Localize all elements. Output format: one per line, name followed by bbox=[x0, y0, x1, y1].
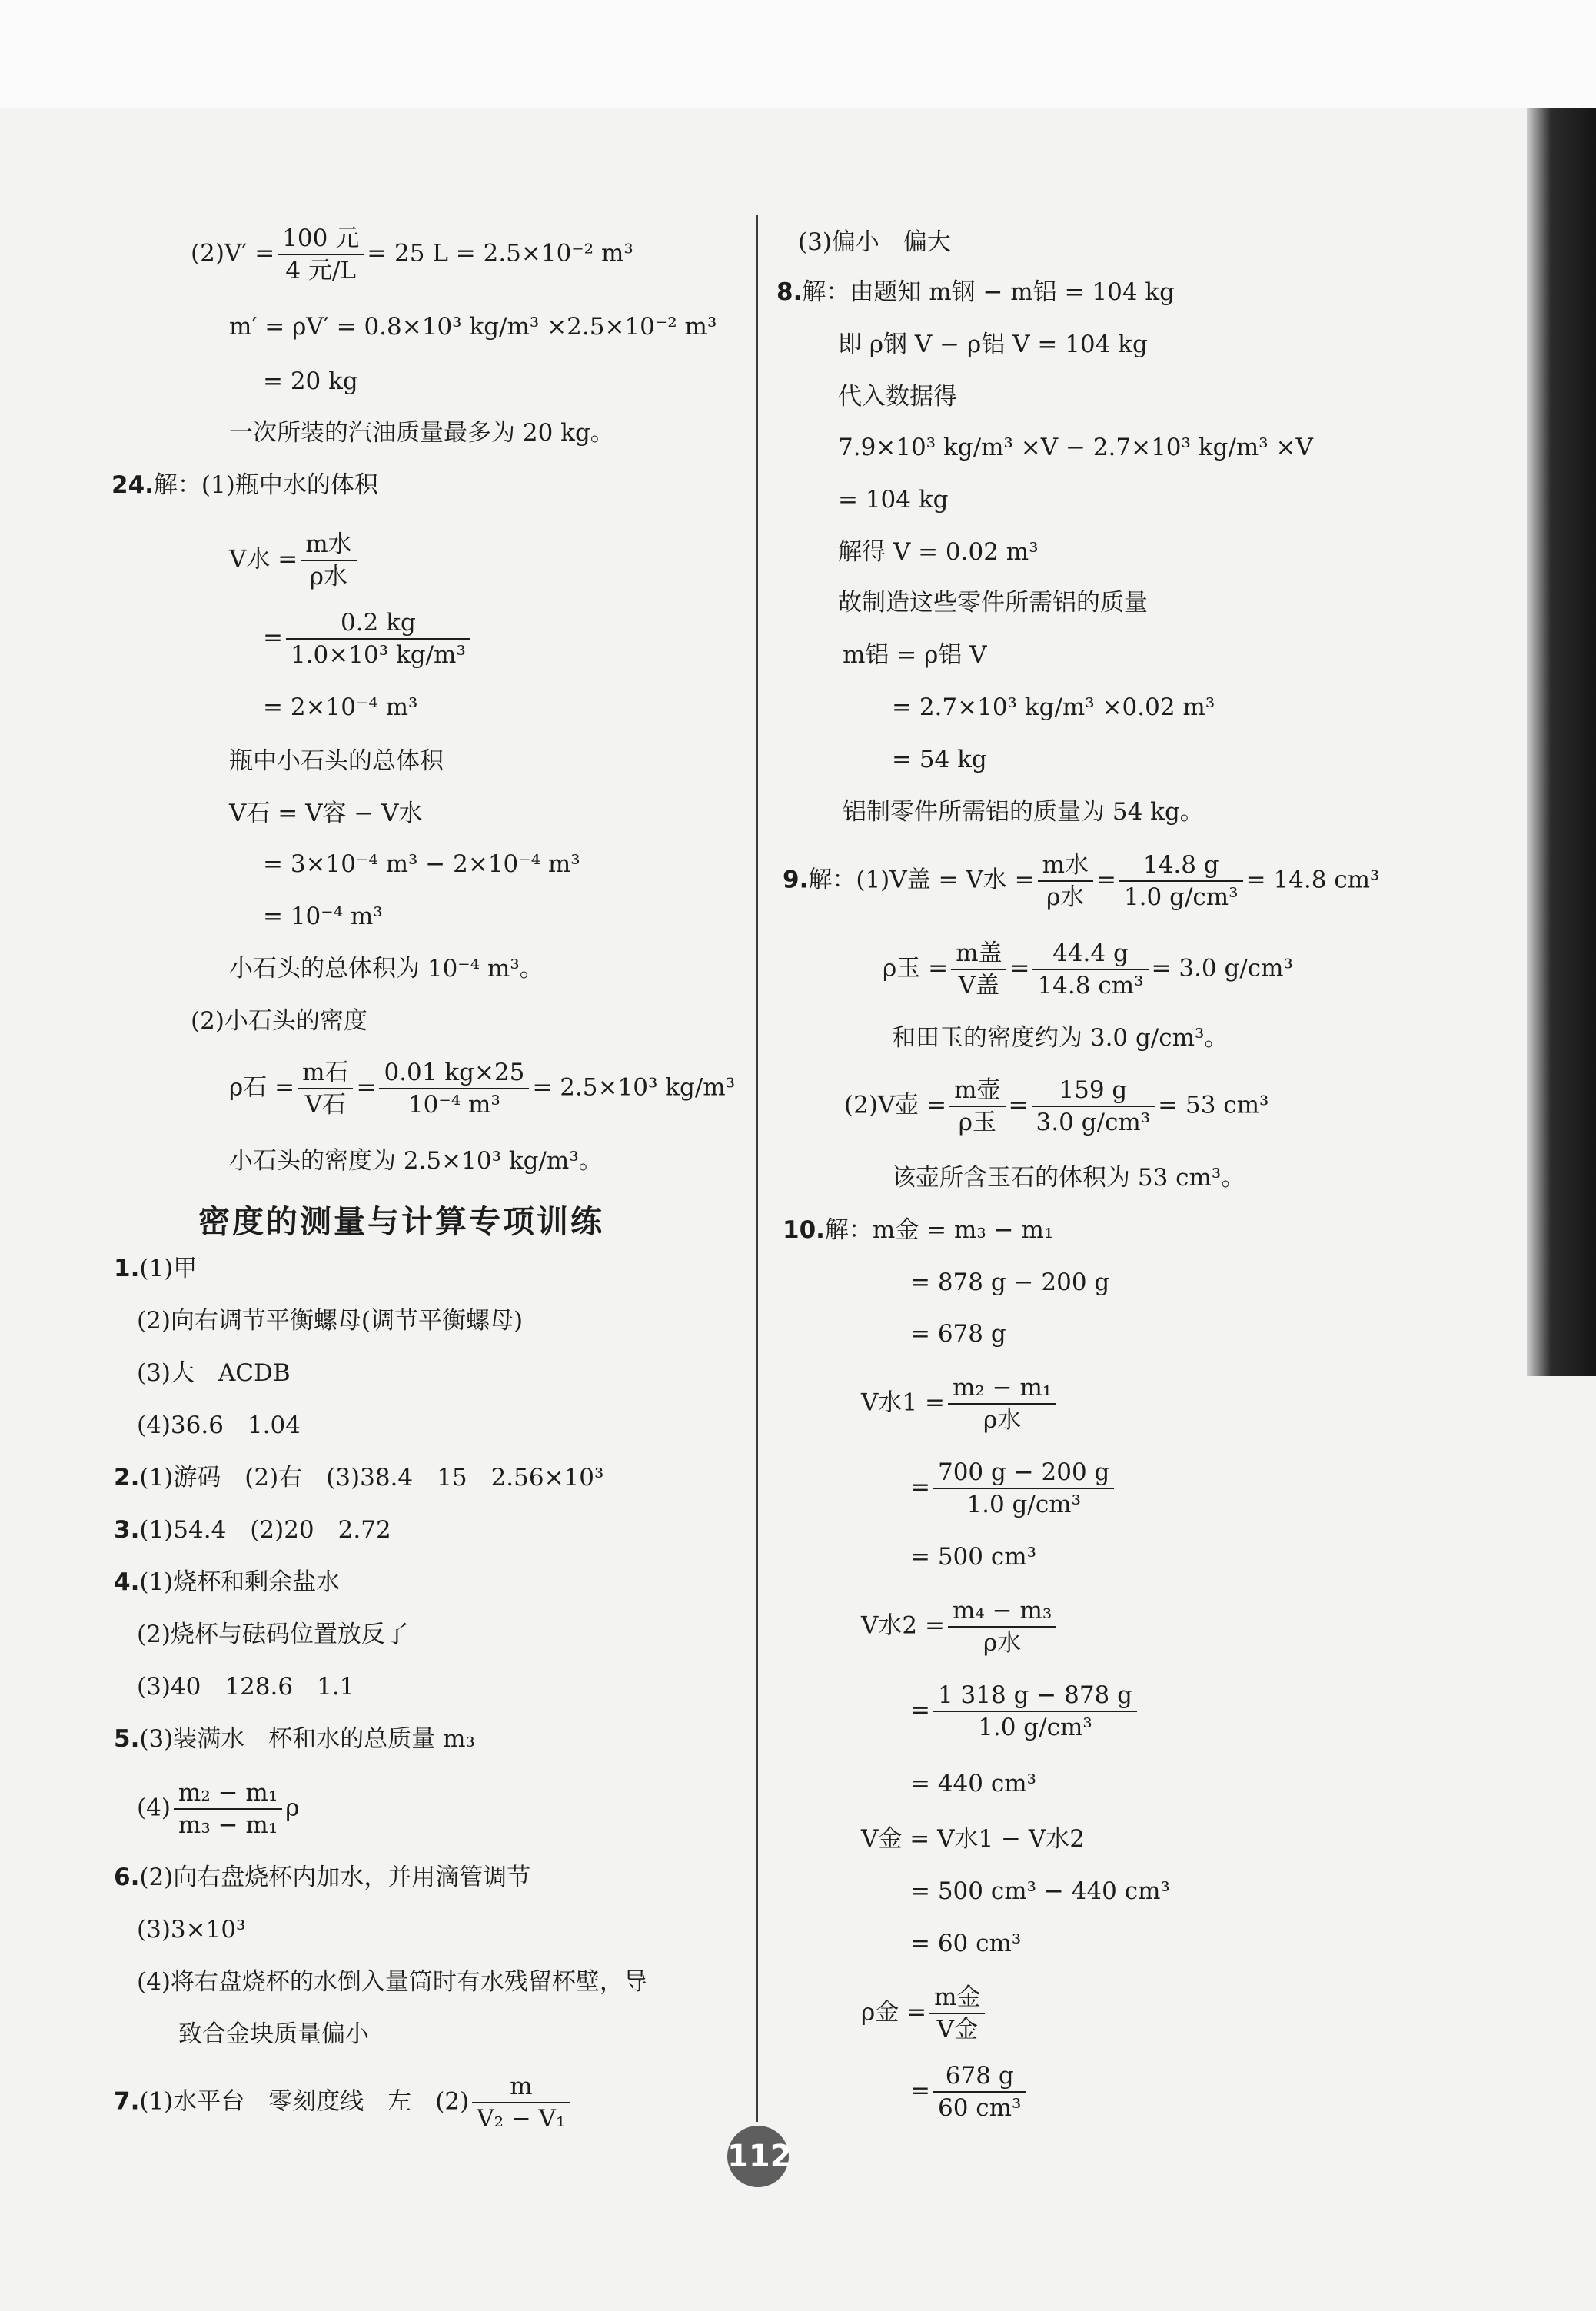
question-2 bbox=[114, 1462, 603, 1493]
formula-line bbox=[263, 607, 474, 670]
formula-text: = bbox=[910, 1473, 930, 1501]
answer-line: 致合金块质量偏小 bbox=[178, 2020, 369, 2048]
text-line: 一次所装的汽油质量最多为 20 kg。 bbox=[229, 419, 614, 447]
formula-text: ρ石 = bbox=[229, 1073, 295, 1102]
answer-line: (4)36.6 1.04 bbox=[137, 1412, 301, 1439]
fraction bbox=[933, 1457, 1114, 1520]
question-number: 9. bbox=[783, 866, 809, 894]
fraction bbox=[174, 1777, 282, 1840]
formula-text: ρ金 = bbox=[861, 1998, 927, 2027]
denominator: 3.0 g/cm³ bbox=[1036, 1109, 1151, 1136]
formula-line bbox=[229, 529, 360, 592]
fraction bbox=[948, 1595, 1056, 1658]
denominator: 1.0 g/cm³ bbox=[1123, 883, 1239, 911]
question-3 bbox=[114, 1515, 391, 1545]
fraction bbox=[948, 1372, 1056, 1435]
formula-line: 解得 V = 0.02 m³ bbox=[838, 538, 1039, 566]
question-number: 3. bbox=[114, 1516, 140, 1544]
formula-line: = 10⁻⁴ m³ bbox=[263, 903, 383, 930]
denominator: 60 cm³ bbox=[937, 2094, 1022, 2122]
denominator: V₂ − V₁ bbox=[477, 2105, 566, 2133]
formula-line: = 678 g bbox=[910, 1320, 1006, 1348]
formula-text: (2)V′ = bbox=[191, 239, 275, 268]
formula-line: = 440 cm³ bbox=[910, 1770, 1037, 1797]
numerator: m水 bbox=[301, 529, 356, 561]
text-line: (2)小石头的密度 bbox=[191, 1007, 367, 1035]
formula-line: = 2×10⁻⁴ m³ bbox=[263, 693, 418, 721]
question-text: 解：m金 = m₃ − m₁ bbox=[824, 1216, 1054, 1244]
denominator: 1.0 g/cm³ bbox=[978, 1714, 1092, 1741]
denominator: ρ水 bbox=[309, 563, 348, 590]
question-1 bbox=[114, 1253, 197, 1284]
denominator: m₃ − m₁ bbox=[178, 1811, 278, 1839]
numerator: 0.2 kg bbox=[286, 607, 470, 640]
answer-text: (1)游码 (2)右 (3)38.4 15 2.56×10³ bbox=[139, 1464, 604, 1491]
formula-text: = 3.0 g/cm³ bbox=[1151, 954, 1293, 983]
question-number: 5. bbox=[114, 1725, 140, 1753]
formula-line bbox=[229, 1057, 735, 1120]
question-24 bbox=[111, 470, 378, 500]
question-text: 解：(1)瓶中水的体积 bbox=[153, 471, 378, 499]
question-4 bbox=[114, 1567, 340, 1598]
fraction bbox=[379, 1057, 529, 1120]
formula-line: = 54 kg bbox=[892, 746, 987, 773]
formula-text: = bbox=[263, 623, 283, 652]
numerator: m₂ − m₁ bbox=[948, 1372, 1056, 1405]
question-number: 6. bbox=[114, 1864, 140, 1891]
fraction bbox=[1119, 850, 1243, 913]
text-line: 该壶所含玉石的体积为 53 cm³。 bbox=[892, 1164, 1245, 1192]
answer-line: (3)40 128.6 1.1 bbox=[137, 1673, 355, 1701]
formula-text: (4) bbox=[137, 1794, 171, 1822]
denominator: V石 bbox=[304, 1091, 346, 1119]
top-margin bbox=[0, 0, 1596, 108]
question-5 bbox=[114, 1724, 475, 1754]
numerator: m₂ − m₁ bbox=[174, 1777, 282, 1810]
fraction bbox=[951, 938, 1006, 1001]
numerator: m bbox=[472, 2071, 570, 2103]
numerator: 1 318 g − 878 g bbox=[933, 1680, 1137, 1712]
formula-line: = 500 cm³ − 440 cm³ bbox=[910, 1877, 1170, 1905]
numerator: m石 bbox=[298, 1057, 353, 1089]
question-7 bbox=[114, 2071, 574, 2134]
denominator: 14.8 cm³ bbox=[1037, 972, 1144, 999]
question-number: 24. bbox=[111, 471, 154, 499]
numerator: m金 bbox=[929, 1982, 985, 2014]
text-line: 和田玉的密度约为 3.0 g/cm³。 bbox=[892, 1024, 1229, 1052]
question-number: 10. bbox=[783, 1216, 825, 1244]
formula-line bbox=[861, 1595, 1059, 1658]
scan-edge-shadow bbox=[1527, 108, 1596, 1376]
fraction bbox=[933, 1680, 1137, 1743]
formula-line bbox=[910, 1457, 1117, 1520]
formula-line: m铝 = ρ铝 V bbox=[843, 641, 987, 669]
formula-line: = 20 kg bbox=[263, 367, 358, 395]
formula-text: = bbox=[1009, 954, 1030, 983]
formula-line: V金 = V水1 − V水2 bbox=[861, 1825, 1085, 1853]
denominator: 1.0 g/cm³ bbox=[966, 1491, 1082, 1518]
answer-line: (3)大 ACDB bbox=[137, 1359, 291, 1387]
formula-line bbox=[910, 2060, 1029, 2123]
question-number: 8. bbox=[776, 278, 803, 306]
numerator: 100 元 bbox=[278, 223, 364, 255]
answer-text: (3)装满水 杯和水的总质量 m₃ bbox=[139, 1725, 475, 1753]
question-number: 7. bbox=[114, 2087, 140, 2116]
formula-text: = 2.5×10³ kg/m³ bbox=[532, 1073, 736, 1102]
text-line: 小石头的总体积为 10⁻⁴ m³。 bbox=[229, 955, 544, 983]
answer-text: (1)烧杯和剩余盐水 bbox=[139, 1568, 341, 1596]
formula-text: V水 = bbox=[229, 545, 298, 574]
formula-text: = 14.8 cm³ bbox=[1245, 866, 1380, 894]
formula-text: V水2 = bbox=[861, 1611, 945, 1640]
denominator: 1.0×10³ kg/m³ bbox=[290, 641, 466, 669]
answer-line: (3)3×10³ bbox=[137, 1916, 246, 1944]
fraction bbox=[929, 1982, 985, 2045]
formula-line: = 2.7×10³ kg/m³ ×0.02 m³ bbox=[892, 693, 1215, 721]
numerator: m壶 bbox=[949, 1075, 1005, 1107]
denominator: 10⁻⁴ m³ bbox=[407, 1091, 500, 1119]
formula-text: 解：(1)V盖 = V水 = bbox=[808, 866, 1035, 894]
formula-text: = bbox=[1096, 866, 1116, 894]
numerator: 44.4 g bbox=[1032, 938, 1148, 970]
formula-line bbox=[861, 1982, 988, 2045]
question-number: 1. bbox=[114, 1255, 140, 1282]
denominator: V金 bbox=[936, 2016, 978, 2043]
formula-text: ρ玉 = bbox=[883, 954, 949, 983]
section-title: 密度的测量与计算专项训练 bbox=[198, 1203, 604, 1240]
formula-text: ρ bbox=[285, 1794, 300, 1822]
answer-line: (2)向右调节平衡螺母(调节平衡螺母) bbox=[137, 1307, 524, 1335]
answer-text: (1)甲 bbox=[139, 1255, 198, 1282]
formula-text: = bbox=[356, 1073, 377, 1102]
formula-line: = 878 g − 200 g bbox=[910, 1269, 1110, 1296]
formula-line: 即 ρ钢 V − ρ铝 V = 104 kg bbox=[838, 331, 1148, 358]
question-10 bbox=[783, 1215, 1053, 1245]
answer-text: (2)向右盘烧杯内加水，并用滴管调节 bbox=[139, 1864, 531, 1891]
formula-line: = 500 cm³ bbox=[910, 1543, 1037, 1571]
formula-line: V石 = V容 − V水 bbox=[229, 800, 423, 827]
page-number: 112 bbox=[727, 2126, 789, 2187]
text-line: 故制造这些零件所需铝的质量 bbox=[838, 589, 1148, 617]
denominator: ρ水 bbox=[1046, 883, 1085, 911]
column-divider bbox=[756, 215, 758, 2122]
answer-text: (1)水平台 零刻度线 左 (2) bbox=[139, 2087, 470, 2116]
numerator: m盖 bbox=[951, 938, 1006, 970]
numerator: 14.8 g bbox=[1119, 850, 1243, 882]
formula-text: = bbox=[910, 1696, 930, 1724]
fraction bbox=[1032, 938, 1148, 1001]
text-line: 铝制零件所需铝的质量为 54 kg。 bbox=[843, 798, 1204, 826]
numerator: m₄ − m₃ bbox=[948, 1595, 1056, 1628]
text-line: 瓶中小石头的总体积 bbox=[229, 747, 444, 775]
formula-line bbox=[137, 1777, 299, 1840]
fraction bbox=[1032, 1075, 1155, 1138]
formula-text: = 25 L = 2.5×10⁻² m³ bbox=[367, 239, 633, 268]
denominator: ρ玉 bbox=[958, 1109, 996, 1136]
formula-line: = 3×10⁻⁴ m³ − 2×10⁻⁴ m³ bbox=[263, 850, 580, 878]
formula-line bbox=[191, 223, 633, 286]
fraction bbox=[933, 2060, 1026, 2123]
formula-line bbox=[861, 1372, 1059, 1435]
answer-line: (3)偏小 偏大 bbox=[798, 228, 951, 256]
denominator: ρ水 bbox=[983, 1406, 1022, 1434]
fraction bbox=[298, 1057, 353, 1120]
text-line: 代入数据得 bbox=[838, 383, 957, 411]
fraction bbox=[1038, 850, 1093, 913]
numerator: 700 g − 200 g bbox=[933, 1457, 1114, 1489]
fraction bbox=[286, 607, 470, 670]
text-line: 小石头的密度为 2.5×10³ kg/m³。 bbox=[229, 1147, 603, 1175]
formula-line bbox=[910, 1680, 1140, 1743]
fraction bbox=[301, 529, 356, 592]
formula-text: V水1 = bbox=[861, 1388, 945, 1417]
answer-text: (1)54.4 (2)20 2.72 bbox=[139, 1516, 391, 1544]
numerator: m水 bbox=[1038, 850, 1093, 882]
fraction bbox=[278, 223, 364, 286]
answer-line: (4)将右盘烧杯的水倒入量筒时有水残留杯壁，导 bbox=[137, 1968, 647, 1996]
formula-line: m′ = ρV′ = 0.8×10³ kg/m³ ×2.5×10⁻² m³ bbox=[229, 313, 717, 341]
fraction bbox=[472, 2071, 570, 2134]
question-number: 2. bbox=[114, 1464, 140, 1491]
denominator: ρ水 bbox=[983, 1629, 1022, 1657]
question-8 bbox=[776, 277, 1175, 308]
formula-line: 7.9×10³ kg/m³ ×V − 2.7×10³ kg/m³ ×V bbox=[838, 434, 1313, 461]
formula-text: = 53 cm³ bbox=[1158, 1091, 1269, 1119]
question-text: 解：由题知 m钢 − m铝 = 104 kg bbox=[802, 278, 1175, 306]
formula-line: = 104 kg bbox=[838, 486, 949, 514]
formula-line: = 60 cm³ bbox=[910, 1930, 1022, 1957]
formula-text: = bbox=[910, 2077, 930, 2105]
numerator: 159 g bbox=[1032, 1075, 1155, 1107]
question-9 bbox=[783, 850, 1379, 913]
question-number: 4. bbox=[114, 1568, 140, 1596]
formula-text: (2)V壶 = bbox=[844, 1091, 947, 1119]
numerator: 0.01 kg×25 bbox=[379, 1057, 529, 1089]
question-6 bbox=[114, 1862, 530, 1893]
formula-line bbox=[844, 1075, 1269, 1138]
answer-line: (2)烧杯与砝码位置放反了 bbox=[137, 1621, 409, 1648]
formula-text: = bbox=[1008, 1091, 1029, 1119]
denominator: V盖 bbox=[958, 972, 999, 999]
formula-line bbox=[883, 938, 1293, 1001]
numerator: 678 g bbox=[933, 2060, 1026, 2093]
fraction bbox=[949, 1075, 1005, 1138]
denominator: 4 元/L bbox=[285, 257, 356, 284]
